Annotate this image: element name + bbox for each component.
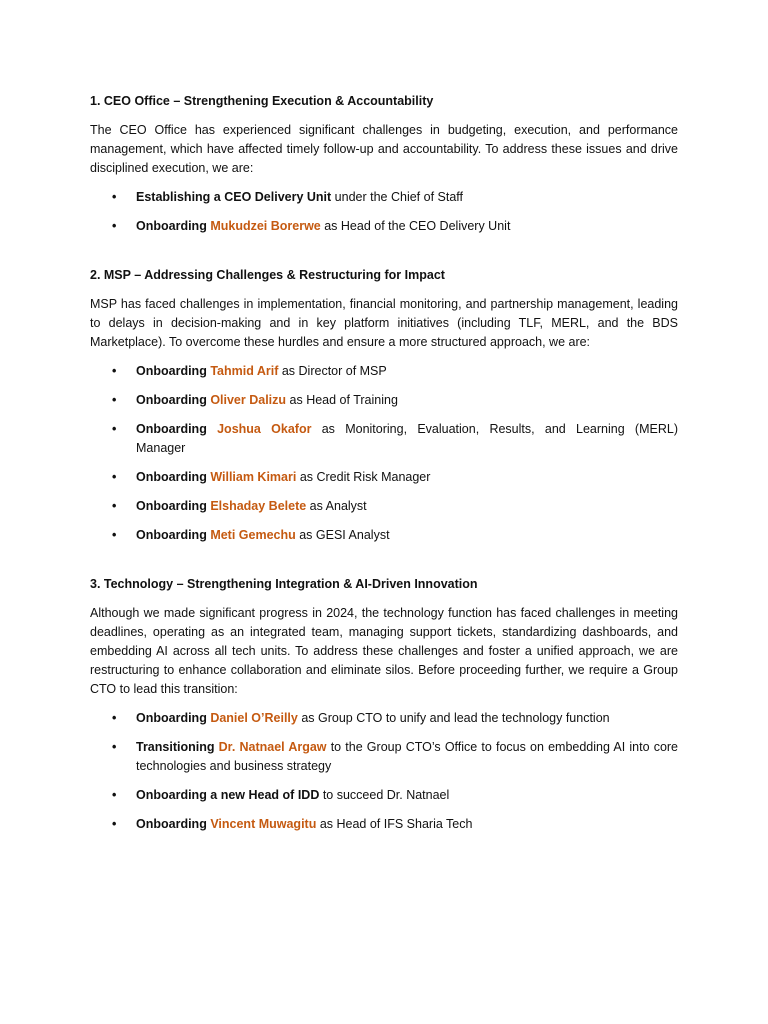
- bullet-icon: •: [112, 364, 117, 378]
- item-lead: Onboarding: [136, 393, 211, 407]
- item-name: Meti Gemechu: [210, 528, 296, 542]
- section-technology: [90, 576, 678, 834]
- item-name: Oliver Dalizu: [210, 393, 287, 407]
- bullet-icon: •: [112, 422, 117, 436]
- item-text: as Head of IFS Sharia Tech: [316, 817, 473, 831]
- item-text: as Analyst: [306, 499, 367, 513]
- bullet-icon: •: [112, 528, 117, 542]
- item-name: Joshua Okafor: [217, 422, 312, 436]
- bullet-list: [90, 188, 678, 236]
- item-lead: Onboarding: [136, 422, 218, 436]
- bullet-icon: •: [112, 190, 117, 204]
- bullet-icon: •: [112, 817, 117, 831]
- item-lead: Onboarding: [136, 528, 211, 542]
- section-heading: 2. MSP – Addressing Challenges & Restructuring for Impact: [90, 268, 445, 282]
- item-lead: Onboarding: [136, 219, 211, 233]
- item-lead: Transitioning: [136, 740, 219, 754]
- bullet-list: [90, 709, 678, 834]
- item-lead: Onboarding: [136, 470, 211, 484]
- item-text: as Director of MSP: [278, 364, 387, 378]
- bullet-icon: •: [112, 499, 117, 513]
- list-item: [90, 468, 678, 487]
- bullet-icon: •: [112, 470, 117, 484]
- section-msp: [90, 267, 678, 545]
- item-name: Vincent Muwagitu: [210, 817, 317, 831]
- item-name: Daniel O’Reilly: [210, 711, 298, 725]
- item-text: under the Chief of Staff: [331, 190, 464, 204]
- item-name: Elshaday Belete: [210, 499, 307, 513]
- item-name: Dr. Natnael Argaw: [218, 740, 327, 754]
- bullet-icon: •: [112, 740, 117, 754]
- list-item: [90, 420, 678, 458]
- item-lead: Onboarding a new Head of IDD: [136, 788, 320, 802]
- section-heading: 3. Technology – Strengthening Integration & AI-Driven Innovation: [90, 577, 478, 591]
- item-text: as Credit Risk Manager: [296, 470, 431, 484]
- item-text: as Group CTO to unify and lead the technology function: [297, 711, 610, 725]
- item-text: to the Group CTO’s Office to focus on embedding AI into core technologies and business strategy: [136, 740, 679, 773]
- list-item: [90, 738, 678, 776]
- list-item: [90, 815, 678, 834]
- section-heading: 1. CEO Office – Strengthening Execution & Accountability: [90, 94, 434, 108]
- item-text: as Head of Training: [286, 393, 398, 407]
- item-name: Mukudzei Borerwe: [210, 219, 321, 233]
- item-lead: Onboarding: [136, 711, 211, 725]
- item-text: to succeed Dr. Natnael: [319, 788, 450, 802]
- section-intro: Although we made significant progress in 2024, the technology function has faced challenges in meeting deadlines, operating as an integrated team, managing support tickets, standardizing dashboards, and embedding AI across all tech units. To address these challenges and foster a unified approach, we are restructuring to enhance collaboration and eliminate silos. Before proceeding further, we require a Group CTO to lead this transition:: [90, 606, 678, 696]
- item-name: William Kimari: [210, 470, 297, 484]
- bullet-icon: •: [112, 219, 117, 233]
- list-item: [90, 709, 678, 728]
- list-item: [90, 391, 678, 410]
- section-intro: MSP has faced challenges in implementation, financial monitoring, and partnership management, leading to delays in decision-making and in key platform initiatives (including TLF, MERL, and the BDS Marketplace). To overcome these hurdles and ensure a more structured approach, we are:: [90, 297, 678, 349]
- bullet-icon: •: [112, 788, 117, 802]
- bullet-list: [90, 362, 678, 545]
- list-item: [90, 188, 678, 207]
- item-lead: Establishing a CEO Delivery Unit: [136, 190, 332, 204]
- item-text: as Head of the CEO Delivery Unit: [320, 219, 511, 233]
- list-item: [90, 786, 678, 805]
- item-lead: Onboarding: [136, 499, 211, 513]
- bullet-icon: •: [112, 711, 117, 725]
- list-item: [90, 497, 678, 516]
- bullet-icon: •: [112, 393, 117, 407]
- item-text: as Monitoring, Evaluation, Results, and Learning (MERL) Manager: [136, 422, 678, 455]
- list-item: [90, 362, 678, 381]
- section-ceo-office: [90, 93, 678, 236]
- item-lead: Onboarding: [136, 817, 211, 831]
- item-lead: Onboarding: [136, 364, 211, 378]
- list-item: [90, 217, 678, 236]
- list-item: [90, 526, 678, 545]
- item-name: Tahmid Arif: [210, 364, 279, 378]
- item-text: as GESI Analyst: [295, 528, 390, 542]
- section-intro: The CEO Office has experienced significant challenges in budgeting, execution, and performance management, which have affected timely follow-up and accountability. To address these issues and drive disciplined execution, we are:: [90, 123, 678, 175]
